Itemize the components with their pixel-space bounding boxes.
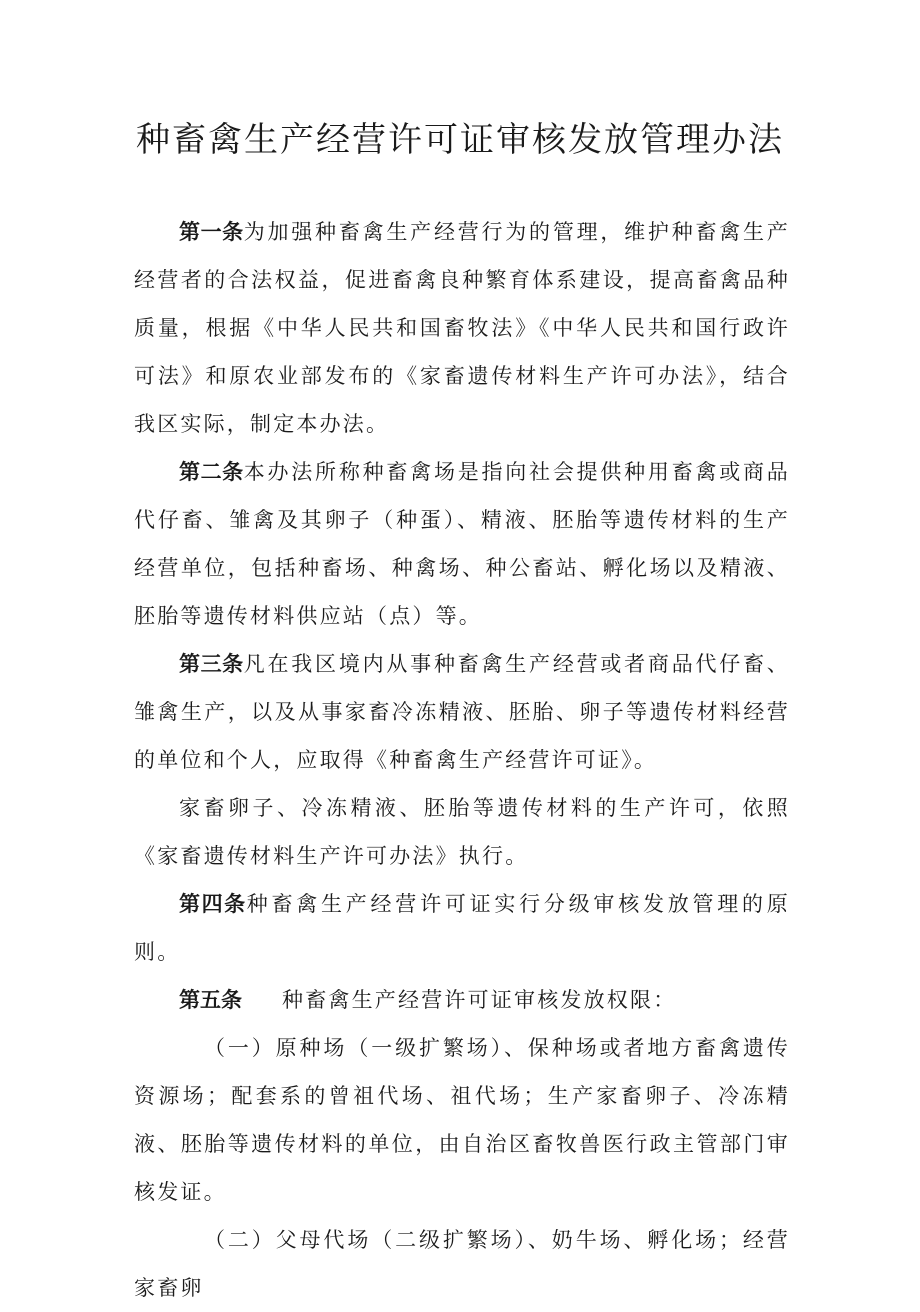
article-4 (134, 880, 790, 976)
document-body (134, 208, 790, 1312)
article-label: 第一条 (179, 220, 244, 244)
article-label: 第五条 (179, 988, 242, 1012)
article-3 (134, 640, 790, 784)
list-item: （二）父母代场（二级扩繁场）、奶牛场、孵化场；经营家畜卵 (134, 1228, 790, 1300)
article-text: 凡在我区境内从事种畜禽生产经营或者商品代仔畜、雏禽生产，以及从事家畜冷冻精液、胚胎、卵子等遗传材料经营的单位和个人，应取得《种畜禽生产经营许可证》。 (134, 652, 790, 772)
article-2 (134, 448, 790, 640)
article-text: 种畜禽生产经营许可证实行分级审核发放管理的原则。 (134, 892, 790, 964)
article-label: 第四条 (179, 892, 247, 916)
article-5 (134, 976, 790, 1024)
article-label: 第三条 (179, 652, 244, 676)
article-text: 本办法所称种畜禽场是指向社会提供种用畜禽或商品代仔畜、雏禽及其卵子（种蛋）、精液、胚胎等遗传材料的生产经营单位，包括种畜场、种禽场、种公畜站、孵化场以及精液、胚胎等遗传材料供应站（点）等。 (134, 460, 790, 628)
article-3-extra: 家畜卵子、冷冻精液、胚胎等遗传材料的生产许可，依照《家畜遗传材料生产许可办法》执行。 (134, 796, 790, 868)
list-item: （一）原种场（一级扩繁场）、保种场或者地方畜禽遗传资源场；配套系的曾祖代场、祖代场；生产家畜卵子、冷冻精液、胚胎等遗传材料的单位，由自治区畜牧兽医行政主管部门审核发证。 (134, 1036, 790, 1204)
article-text: 为加强种畜禽生产经营行为的管理，维护种畜禽生产经营者的合法权益，促进畜禽良种繁育体系建设，提高畜禽品种质量，根据《中华人民共和国畜牧法》《中华人民共和国行政许可法》和原农业部发布的《家畜遗传材料生产许可办法》，结合我区实际，制定本办法。 (134, 220, 790, 436)
article-1 (134, 208, 790, 448)
article-label: 第二条 (179, 460, 244, 484)
article-text: 种畜禽生产经营许可证审核发放权限： (282, 988, 677, 1012)
document-title: 种畜禽生产经营许可证审核发放管理办法 (136, 120, 784, 160)
